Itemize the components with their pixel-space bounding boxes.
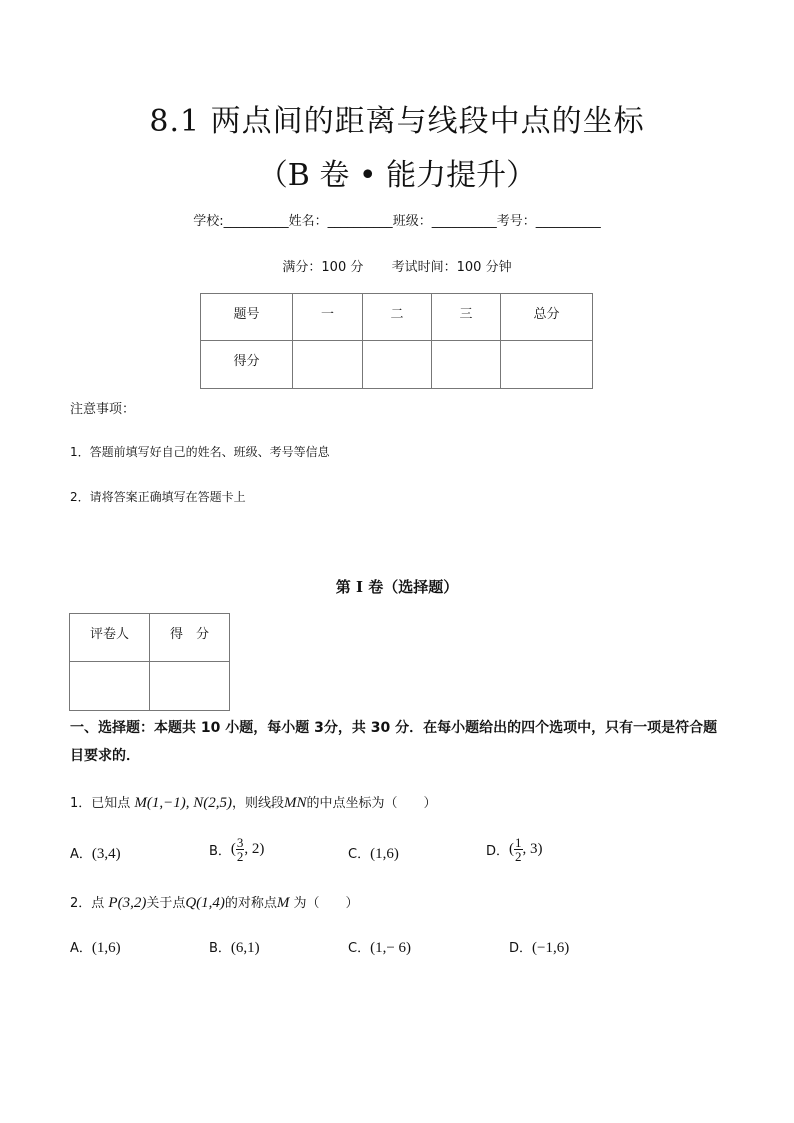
option-value: (−1,6): [532, 940, 570, 956]
grader-fill-row: [70, 662, 230, 711]
exam-time: 考试时间：100 分钟: [391, 260, 512, 275]
fraction-denominator: 2: [515, 849, 522, 864]
note-item: 1．答题前填写好自己的姓名、班级、考号等信息: [70, 445, 330, 459]
option-value: (1,6): [370, 846, 399, 862]
option-value: (6,1): [230, 940, 260, 956]
score-row-label: 得分: [201, 341, 293, 389]
math-expression: P(3,2): [108, 895, 147, 911]
fraction-numerator: 3: [236, 835, 244, 850]
grader-cell[interactable]: [150, 662, 230, 711]
option-label: A．: [70, 941, 92, 956]
math-expression: Q(1,4): [185, 895, 225, 911]
grader-header-cell: 得 分: [150, 614, 230, 662]
score-header-cell: 三: [432, 294, 501, 341]
question-1-option-c[interactable]: [348, 843, 399, 863]
fraction-denominator: 2: [236, 849, 244, 864]
full-score: 满分：100 分: [282, 260, 364, 275]
option-label: D．: [486, 844, 510, 859]
option-value: , 2): [244, 841, 265, 857]
question-text: 1．已知点: [70, 796, 135, 811]
option-label: C．: [348, 847, 371, 862]
question-2-option-b[interactable]: [209, 937, 260, 957]
class-field: 班级：__________: [392, 214, 497, 229]
question-text: 的中点坐标为（ ）: [306, 796, 437, 811]
section-instructions: 一、选择题：本题共 10 小题，每小题 3分，共 30 分．在每小题给出的四个选项中，只有一项是符合题目要求的．: [70, 720, 718, 764]
option-label: B．: [209, 941, 231, 956]
score-table: [200, 293, 593, 389]
notes-title: 注意事项：: [70, 402, 136, 417]
exam-number-field: 考号：__________: [496, 214, 601, 229]
score-header-cell: 题号: [201, 294, 293, 341]
option-value: (1,− 6): [370, 940, 412, 956]
question-2-stem: [70, 892, 359, 912]
grader-header-row: [70, 614, 230, 662]
score-cell[interactable]: [363, 341, 432, 389]
title-line-2: （B 卷 • 能力提升）: [257, 158, 537, 193]
option-value: (1,6): [91, 940, 121, 956]
option-label: D．: [509, 941, 533, 956]
note-item: 2．请将答案正确填写在答题卡上: [70, 490, 246, 504]
question-2-option-d[interactable]: [509, 937, 569, 957]
section-title: 第 I 卷（选择题）: [335, 578, 459, 596]
score-cell[interactable]: [501, 341, 593, 389]
question-1-stem: [70, 792, 437, 812]
question-text: 的对称点: [224, 896, 277, 911]
math-expression: MN: [284, 795, 307, 811]
question-text: 2．点: [70, 896, 109, 911]
question-2-option-c[interactable]: [348, 937, 411, 957]
fraction-numerator: 1: [515, 835, 522, 850]
math-expression: M(1,−1), N(2,5): [134, 795, 233, 811]
option-value: , 3): [522, 841, 543, 857]
score-header-cell: 总分: [501, 294, 593, 341]
question-text: ，则线段: [232, 796, 285, 811]
fraction: [514, 836, 523, 863]
option-value: (: [509, 841, 515, 857]
student-info-line: [0, 210, 794, 229]
title-line-1: 8.1 两点间的距离与线段中点的坐标: [149, 104, 645, 139]
score-cell[interactable]: [293, 341, 363, 389]
grader-table: [69, 613, 230, 711]
question-1-option-d[interactable]: [486, 836, 543, 863]
score-cell[interactable]: [432, 341, 501, 389]
score-time-line: [0, 256, 794, 275]
question-text: 关于点: [146, 896, 186, 911]
math-expression: M: [276, 895, 290, 911]
question-2-option-a[interactable]: [70, 937, 121, 957]
grader-header-cell: 评卷人: [70, 614, 150, 662]
grader-cell[interactable]: [70, 662, 150, 711]
question-1-option-a[interactable]: [70, 843, 121, 863]
question-text: 为（ ）: [289, 896, 359, 911]
school-field: 学校:__________: [193, 214, 289, 229]
option-label: B．: [209, 844, 231, 859]
option-value: (3,4): [91, 846, 121, 862]
name-field: 姓名：__________: [288, 214, 393, 229]
option-value: (: [230, 841, 236, 857]
score-table-header-row: [201, 294, 593, 341]
score-header-cell: 二: [363, 294, 432, 341]
option-label: A．: [70, 847, 92, 862]
score-table-score-row: [201, 341, 593, 389]
option-label: C．: [348, 941, 371, 956]
score-header-cell: 一: [293, 294, 363, 341]
question-1-option-b[interactable]: [209, 836, 264, 863]
